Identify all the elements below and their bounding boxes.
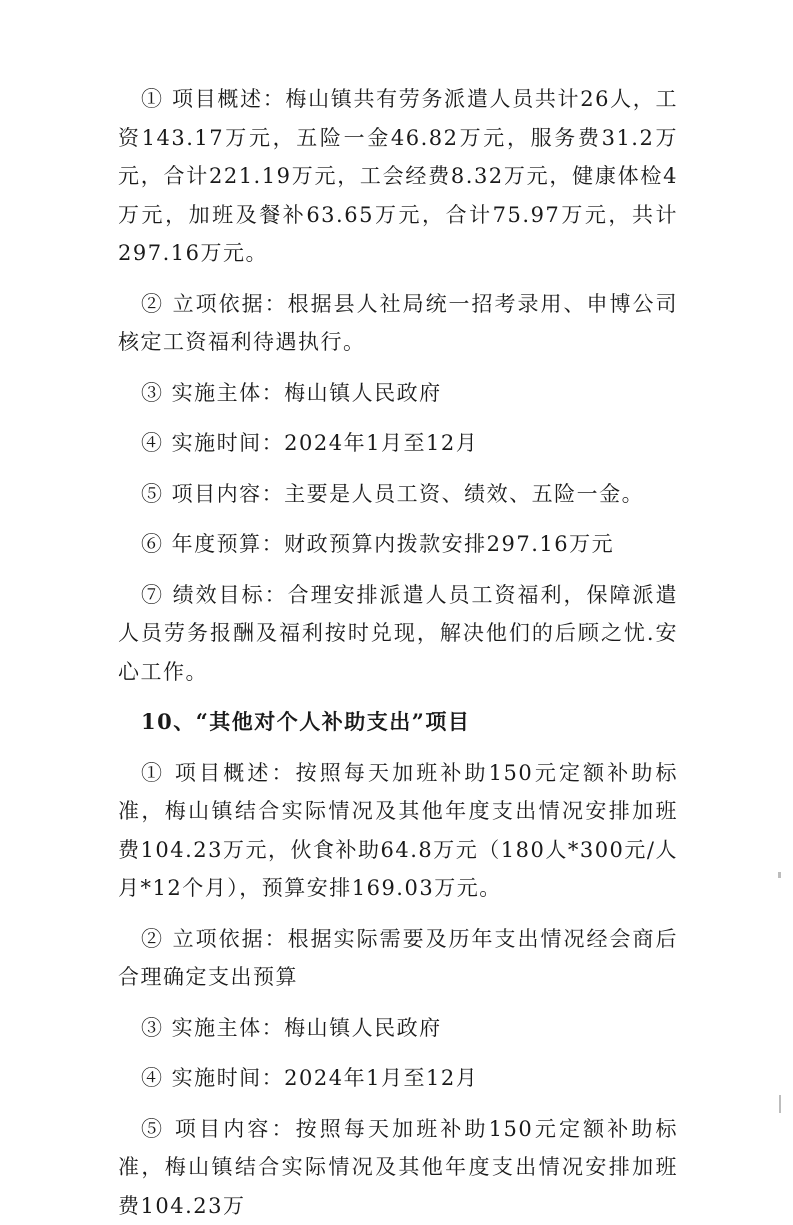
item-implementer: ③ 实施主体：梅山镇人民政府	[118, 1009, 678, 1048]
section-heading: 10、“其他对个人补助支出”项目	[118, 703, 678, 742]
document-body	[118, 80, 678, 1225]
item-budget: ⑥ 年度预算：财政预算内拨款安排297.16万元	[118, 525, 678, 564]
item-overview: ① 项目概述：按照每天加班补助150元定额补助标准，梅山镇结合实际情况及其他年度支出情况安排加班费104.23万元，伙食补助64.8万元（180人*300元/人月*12个月），预算安排169.03万元。	[118, 754, 678, 908]
item-content: ⑤ 项目内容：按照每天加班补助150元定额补助标准，梅山镇结合实际情况及其他年度支出情况安排加班费104.23万	[118, 1110, 678, 1225]
item-period: ④ 实施时间：2024年1月至12月	[118, 1059, 678, 1098]
item-content: ⑤ 项目内容：主要是人员工资、绩效、五险一金。	[118, 475, 678, 514]
scan-edge-mark	[778, 872, 781, 878]
item-basis: ② 立项依据：根据县人社局统一招考录用、申博公司核定工资福利待遇执行。	[118, 285, 678, 362]
item-goal: ⑦ 绩效目标：合理安排派遣人员工资福利，保障派遣人员劳务报酬及福利按时兑现，解决他们的后顾之忧.安心工作。	[118, 576, 678, 692]
item-period: ④ 实施时间：2024年1月至12月	[118, 424, 678, 463]
scan-edge-mark	[779, 1095, 781, 1113]
item-implementer: ③ 实施主体：梅山镇人民政府	[118, 374, 678, 413]
item-overview: ① 项目概述：梅山镇共有劳务派遣人员共计26人，工资143.17万元，五险一金46.82万元，服务费31.2万元，合计221.19万元，工会经费8.32万元，健康体检4万元，加班及餐补63.65万元，合计75.97万元，共计297.16万元。	[118, 80, 678, 273]
item-basis: ② 立项依据：根据实际需要及历年支出情况经会商后合理确定支出预算	[118, 920, 678, 997]
